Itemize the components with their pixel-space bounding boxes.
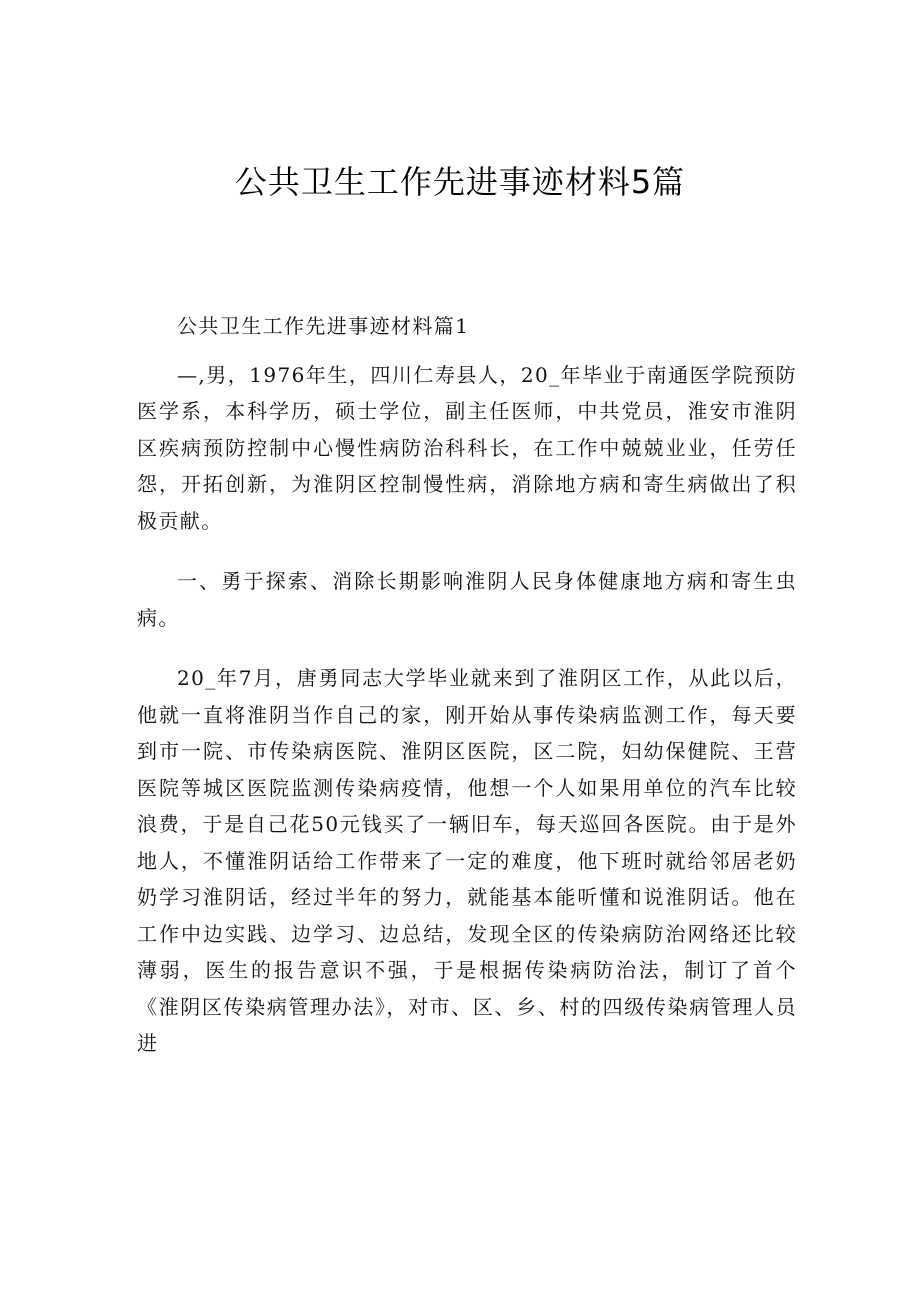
document-title: 公共卫生工作先进事迹材料5篇 — [234, 163, 686, 201]
section-heading: 公共卫生工作先进事迹材料篇1 — [177, 314, 470, 338]
paragraph: 20_年7月，唐勇同志大学毕业就来到了淮阴区工作，从此以后，他就一直将淮阴当作自己的家，刚开始从事传染病监测工作，每天要到市一院、市传染病医院、淮阴区医院，区二院，妇幼保健院、王营医院等城区医院监测传染病疫情，他想一个人如果用单位的汽车比较浪费，于是自己花50元钱买了一辆旧车，每天巡回各医院。由于是外地人，不懂淮阴话给工作带来了一定的难度，他下班时就给邻居老奶奶学习淮阴话，经过半年的努力，就能基本能听懂和说淮阴话。他在工作中边实践、边学习、边总结，发现全区的传染病防治网络还比较薄弱，医生的报告意识不强，于是根据传染病防治法，制订了首个《淮阴区传染病管理办法》，对市、区、乡、村的四级传染病管理人员进 — [137, 666, 797, 1055]
document-body — [137, 308, 797, 1086]
paragraph: 一、勇于探索、消除长期影响淮阴人民身体健康地方病和寄生虫病。 — [137, 569, 797, 630]
paragraph: —,男，1976年生，四川仁寿县人，20_年毕业于南通医学院预防医学系，本科学历，硕士学位，副主任医师，中共党员，淮安市淮阴区疾病预防控制中心慢性病防治科科长，在工作中兢兢业业，任劳任怨，开拓创新，为淮阴区控制慢性病，消除地方病和寄生病做出了积极贡献。 — [137, 362, 797, 533]
